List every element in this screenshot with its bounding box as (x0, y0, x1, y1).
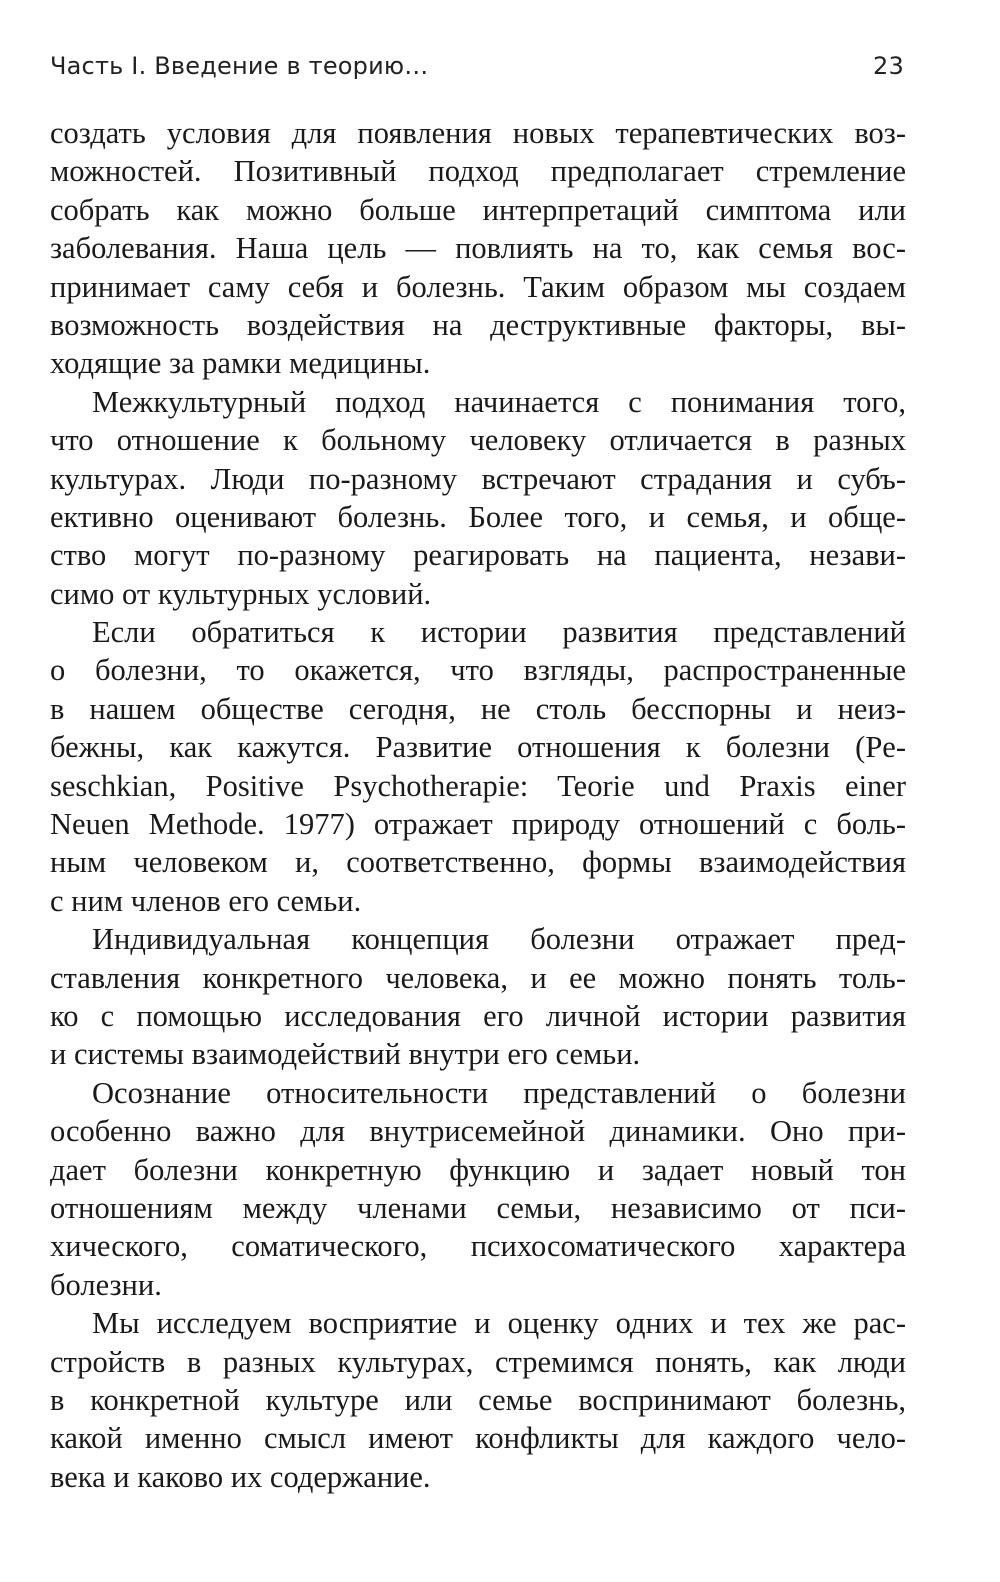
text-line: возможность воздействия на деструктивные факторы, вы- (50, 307, 906, 342)
text-line: ходящие за рамки медицины. (50, 346, 431, 381)
text-line: Межкультурный подход начинается с понимания того, (92, 384, 906, 419)
running-title: Часть I. Введение в теорию… (50, 52, 429, 80)
text-line: Neuen Methode. 1977) отражает природу отношений с боль- (50, 807, 906, 842)
text-line: создать условия для появления новых терапевтических воз- (50, 116, 906, 150)
text-line: культурах. Люди по-разному встречают страдания и субъ- (50, 461, 906, 496)
text-line: ективно оценивают болезнь. Более того, и семья, и обще- (50, 499, 906, 534)
paragraph-4 (50, 920, 906, 1074)
text-line: ставления конкретного человека, и ее можно понять толь- (50, 960, 906, 995)
text-line: ство могут по-разному реагировать на пациента, незави- (50, 538, 906, 573)
paragraph-2 (50, 383, 906, 613)
text-line: Осознание относительности представлений о болезни (92, 1075, 906, 1110)
page-number: 23 (873, 52, 904, 80)
text-line: хического, соматического, психосоматического характера (50, 1229, 906, 1264)
text-line: собрать как можно больше интерпретаций симптома или (50, 192, 906, 227)
text-line: можностей. Позитивный подход предполагает стремление (50, 154, 906, 189)
text-line: принимает саму себя и болезнь. Таким образом мы создаем (50, 269, 906, 304)
text-line: бежны, как кажутся. Развитие отношения к болезни (Pe- (50, 730, 906, 765)
text-line: с ним членов его семьи. (50, 883, 362, 918)
text-line: seschkian, Positive Psychotherapie: Teorie und Praxis einer (50, 768, 906, 803)
running-header (50, 46, 904, 86)
paragraph-1 (50, 114, 906, 383)
text-line: и системы взаимодействий внутри его семьи. (50, 1037, 641, 1072)
body-text (50, 114, 906, 1496)
text-line: Если обратиться к истории развития представлений (92, 615, 906, 650)
paragraph-5 (50, 1074, 906, 1304)
text-line: ным человеком и, соответственно, формы взаимодействия (50, 845, 906, 880)
paragraph-3 (50, 613, 906, 920)
text-line: Индивидуальная концепция болезни отражает пред- (92, 922, 906, 957)
text-line: какой именно смысл имеют конфликты для каждого чело- (50, 1421, 906, 1456)
text-line: симо от культурных условий. (50, 576, 432, 611)
text-line: в нашем обществе сегодня, не столь бесспорны и неиз- (50, 691, 906, 726)
text-line: стройств в разных культурах, стремимся понять, как люди (50, 1344, 906, 1379)
text-line: Мы исследуем восприятие и оценку одних и тех же рас- (92, 1306, 906, 1341)
text-line: особенно важно для внутрисемейной динамики. Оно при- (50, 1114, 906, 1149)
text-line: века и каково их содержание. (50, 1459, 431, 1494)
text-line: в конкретной культуре или семье воспринимают болезнь, (50, 1382, 906, 1417)
text-line: что отношение к больному человеку отличается в разных (50, 423, 906, 458)
text-line: заболевания. Наша цель — повлиять на то, как семья вос- (50, 231, 906, 266)
paragraph-6 (50, 1304, 906, 1496)
text-line: болезни. (50, 1267, 162, 1302)
text-line: ко с помощью исследования его личной истории развития (50, 998, 906, 1033)
text-line: о болезни, то окажется, что взгляды, распространенные (50, 653, 906, 688)
text-line: отношениям между членами семьи, независимо от пси- (50, 1190, 906, 1225)
text-line: дает болезни конкретную функцию и задает новый тон (50, 1152, 906, 1187)
